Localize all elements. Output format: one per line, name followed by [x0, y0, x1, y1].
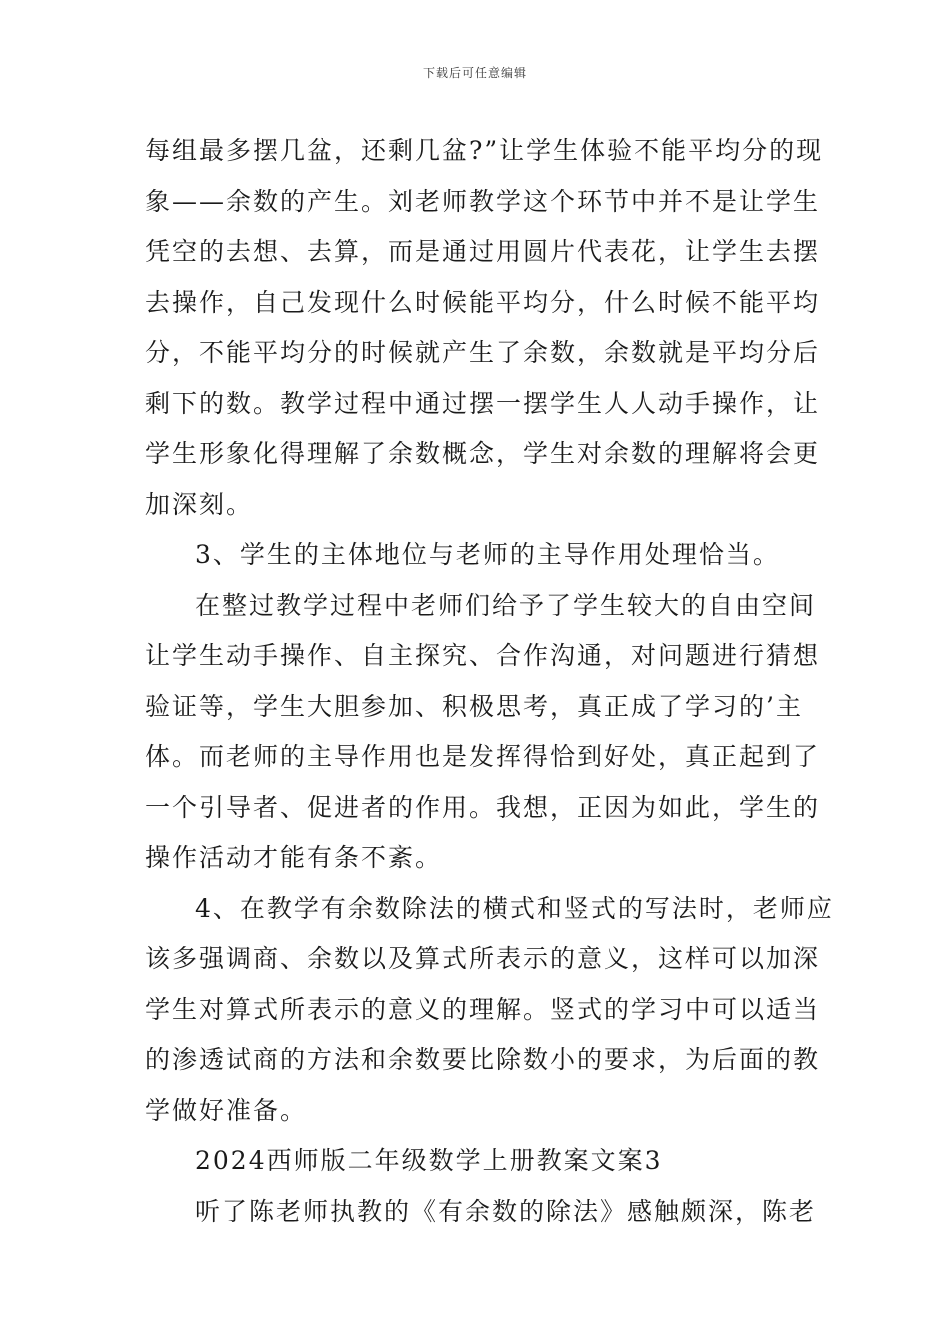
text-line: 该多强调商、余数以及算式所表示的意义，这样可以加深 [145, 944, 821, 973]
text-line: 操作活动才能有条不紊。 [145, 843, 443, 872]
section-heading: 3、学生的主体地位与老师的主导作用处理恰当。 [195, 540, 780, 569]
text-line: 每组最多摆几盆，还剩几盆?”让学生体验不能平均分的现 [145, 136, 824, 165]
page-header: 下载后可任意编辑 [422, 66, 527, 80]
text-line: 凭空的去想、去算，而是通过用圆片代表花，让学生去摆 [145, 237, 821, 266]
text-line: 去操作，自己发现什么时候能平均分，什么时候不能平均 [145, 287, 821, 317]
text-line: 学做好准备。 [145, 1095, 308, 1125]
text-line: 听了陈老师执教的《有余数的除法》感触颇深，陈老 [195, 1196, 817, 1226]
text-line: 让学生动手操作、自主探究、合作沟通，对问题进行猜想 [145, 641, 821, 670]
text-line: 分，不能平均分的时候就产生了余数，余数就是平均分后 [145, 338, 821, 367]
text-line: 学生对算式所表示的意义的理解。竖式的学习中可以适当 [145, 994, 821, 1024]
text-line: 加深刻。 [145, 489, 254, 519]
text-line: 象——余数的产生。刘老师教学这个环节中并不是让学生 [145, 186, 821, 216]
text-line: 学生形象化得理解了余数概念，学生对余数的理解将会更 [145, 439, 821, 468]
text-line: 4、在教学有余数除法的横式和竖式的写法时，老师应 [195, 893, 834, 923]
text-line: 的渗透试商的方法和余数要比除数小的要求，为后面的教 [145, 1045, 821, 1074]
text-line: 在整过教学过程中老师们给予了学生较大的自由空间 [195, 590, 817, 620]
document-body [145, 126, 834, 1237]
section-title: 2024西师版二年级数学上册教案文案3 [195, 1146, 663, 1175]
text-line: 剩下的数。教学过程中通过摆一摆学生人人动手操作，让 [145, 388, 821, 418]
text-line: 验证等，学生大胆参加、积极思考，真正成了学习的’主 [145, 691, 803, 721]
text-line: 体。而老师的主导作用也是发挥得恰到好处，真正起到了 [145, 742, 821, 771]
text-line: 一个引导者、促进者的作用。我想，正因为如此，学生的 [145, 792, 821, 822]
